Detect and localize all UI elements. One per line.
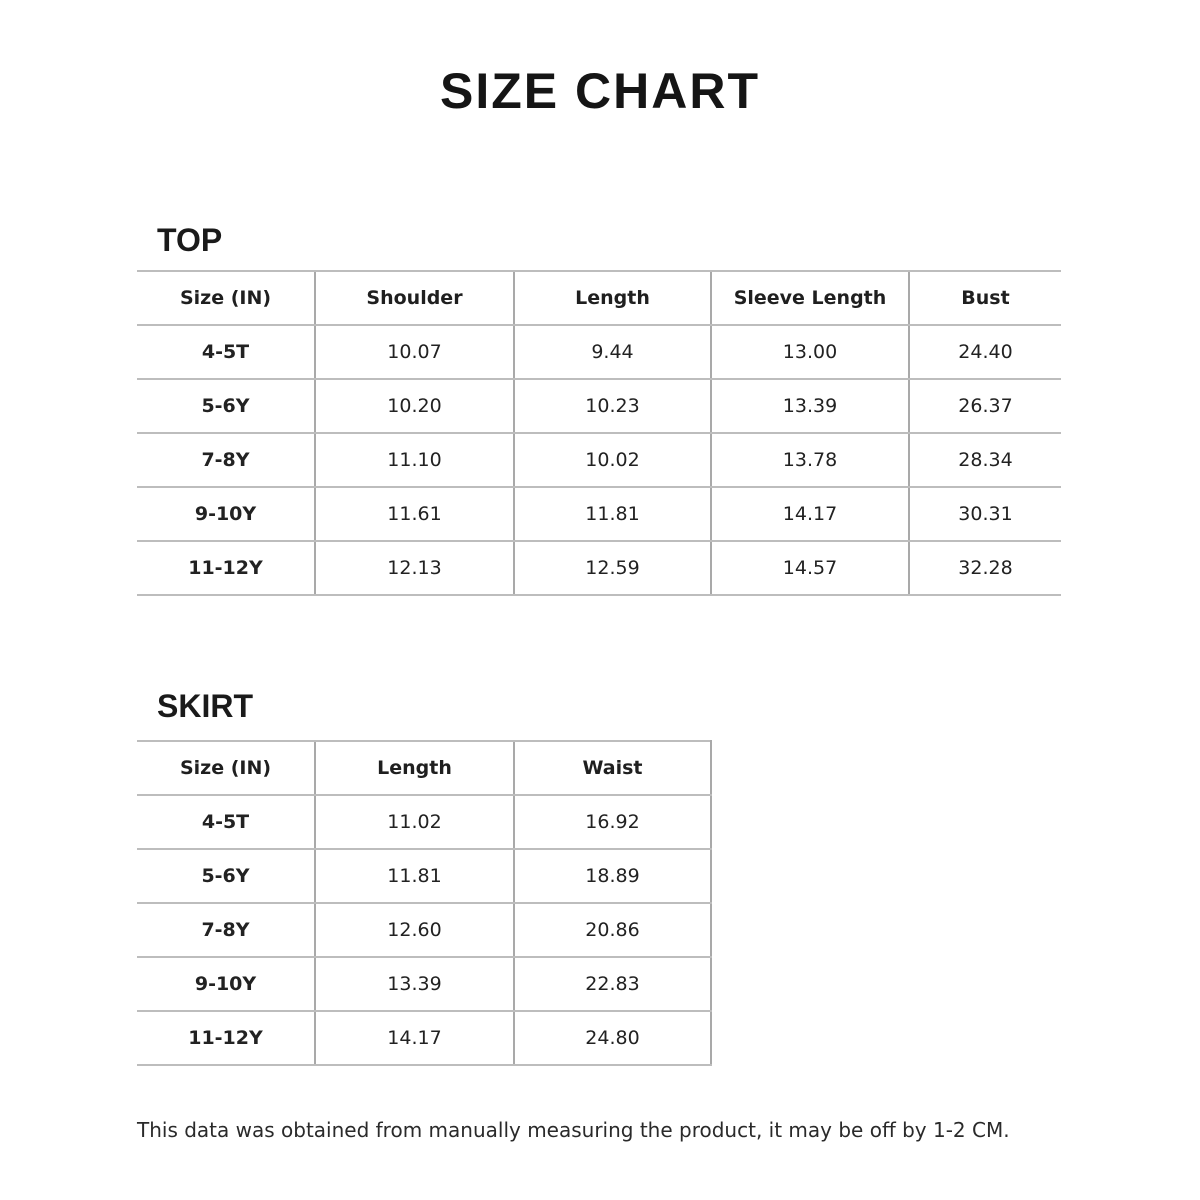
bust-cell: 28.34 bbox=[909, 433, 1061, 487]
top-section-heading: TOP bbox=[157, 222, 223, 258]
length-cell: 14.17 bbox=[315, 1011, 514, 1065]
length-cell: 11.81 bbox=[514, 487, 711, 541]
size-cell: 11-12Y bbox=[137, 1011, 315, 1065]
page-title: SIZE CHART bbox=[440, 63, 760, 119]
size-cell: 7-8Y bbox=[137, 903, 315, 957]
column-header-bust: Bust bbox=[909, 271, 1061, 325]
column-header-sleeve-length: Sleeve Length bbox=[711, 271, 909, 325]
shoulder-cell: 12.13 bbox=[315, 541, 514, 595]
length-cell: 11.81 bbox=[315, 849, 514, 903]
sleeve-length-cell: 14.57 bbox=[711, 541, 909, 595]
length-cell: 10.23 bbox=[514, 379, 711, 433]
table-row bbox=[137, 541, 1061, 595]
length-cell: 11.02 bbox=[315, 795, 514, 849]
length-cell: 12.59 bbox=[514, 541, 711, 595]
size-cell: 9-10Y bbox=[137, 957, 315, 1011]
table-header-row bbox=[137, 741, 711, 795]
size-cell: 5-6Y bbox=[137, 849, 315, 903]
sleeve-length-cell: 13.78 bbox=[711, 433, 909, 487]
table-row bbox=[137, 379, 1061, 433]
column-header-shoulder: Shoulder bbox=[315, 271, 514, 325]
waist-cell: 20.86 bbox=[514, 903, 711, 957]
size-cell: 9-10Y bbox=[137, 487, 315, 541]
table-row bbox=[137, 325, 1061, 379]
shoulder-cell: 11.61 bbox=[315, 487, 514, 541]
waist-cell: 16.92 bbox=[514, 795, 711, 849]
length-cell: 13.39 bbox=[315, 957, 514, 1011]
table-row bbox=[137, 849, 711, 903]
sleeve-length-cell: 13.39 bbox=[711, 379, 909, 433]
waist-cell: 18.89 bbox=[514, 849, 711, 903]
shoulder-cell: 11.10 bbox=[315, 433, 514, 487]
shoulder-cell: 10.20 bbox=[315, 379, 514, 433]
bust-cell: 26.37 bbox=[909, 379, 1061, 433]
size-cell: 7-8Y bbox=[137, 433, 315, 487]
column-header-size: Size (IN) bbox=[137, 271, 315, 325]
column-header-size: Size (IN) bbox=[137, 741, 315, 795]
sleeve-length-cell: 14.17 bbox=[711, 487, 909, 541]
skirt-section-heading: SKIRT bbox=[157, 688, 253, 724]
length-cell: 12.60 bbox=[315, 903, 514, 957]
table-row bbox=[137, 487, 1061, 541]
table-row bbox=[137, 903, 711, 957]
length-cell: 10.02 bbox=[514, 433, 711, 487]
waist-cell: 24.80 bbox=[514, 1011, 711, 1065]
table-header-row bbox=[137, 271, 1061, 325]
sleeve-length-cell: 13.00 bbox=[711, 325, 909, 379]
shoulder-cell: 10.07 bbox=[315, 325, 514, 379]
waist-cell: 22.83 bbox=[514, 957, 711, 1011]
size-cell: 11-12Y bbox=[137, 541, 315, 595]
table-row bbox=[137, 433, 1061, 487]
column-header-waist: Waist bbox=[514, 741, 711, 795]
column-header-length: Length bbox=[315, 741, 514, 795]
measurement-note: This data was obtained from manually measuring the product, it may be off by 1-2 CM. bbox=[137, 1118, 1010, 1142]
size-cell: 5-6Y bbox=[137, 379, 315, 433]
table-row bbox=[137, 795, 711, 849]
table-row bbox=[137, 957, 711, 1011]
column-header-length: Length bbox=[514, 271, 711, 325]
bust-cell: 24.40 bbox=[909, 325, 1061, 379]
top-size-table bbox=[137, 270, 1061, 596]
length-cell: 9.44 bbox=[514, 325, 711, 379]
skirt-size-table bbox=[137, 740, 712, 1066]
bust-cell: 32.28 bbox=[909, 541, 1061, 595]
table-row bbox=[137, 1011, 711, 1065]
bust-cell: 30.31 bbox=[909, 487, 1061, 541]
size-cell: 4-5T bbox=[137, 325, 315, 379]
size-cell: 4-5T bbox=[137, 795, 315, 849]
